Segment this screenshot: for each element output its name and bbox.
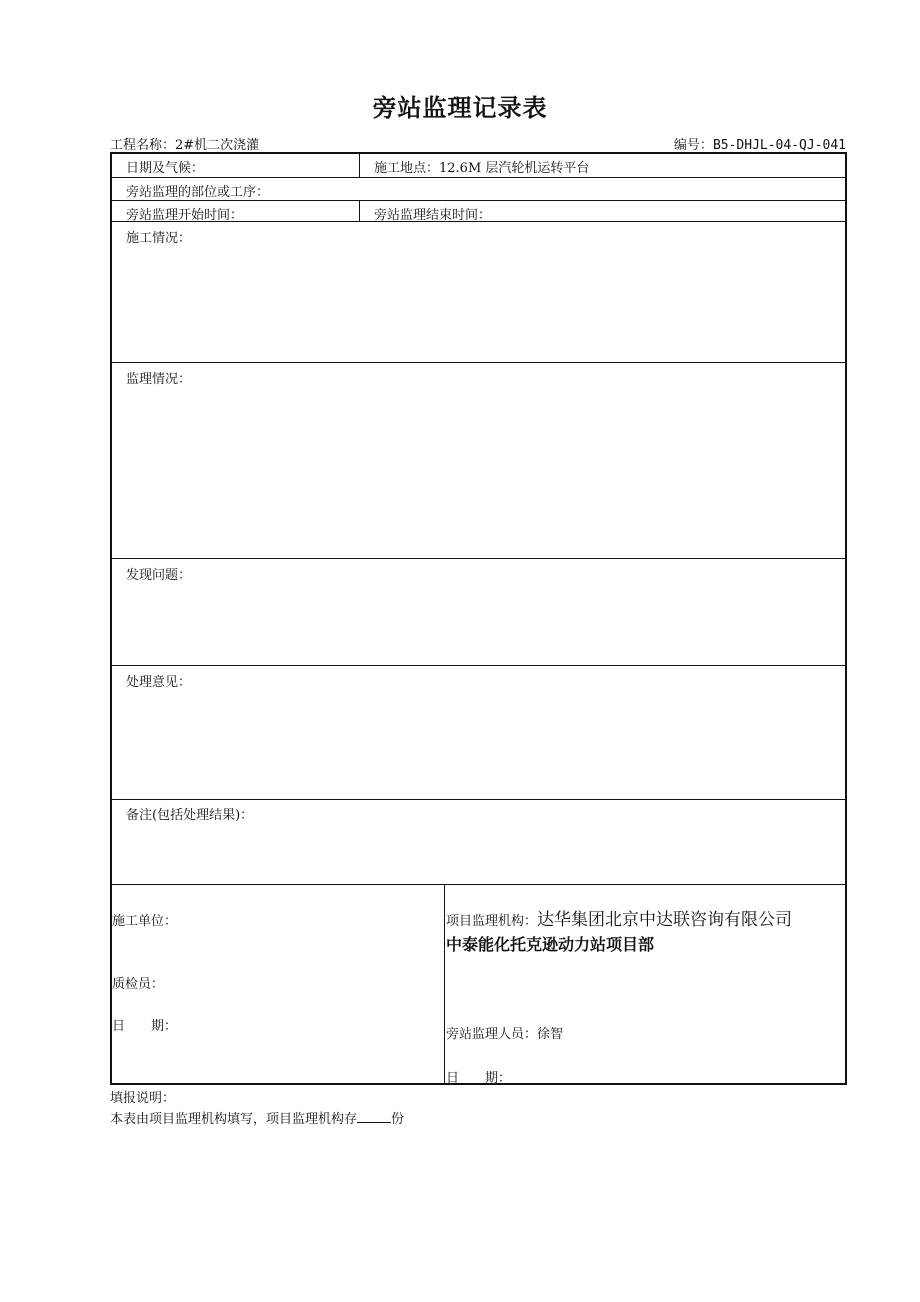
date-left-label: 日 期： [112, 1019, 178, 1034]
construction-section[interactable] [112, 222, 845, 363]
form-code-label: 编号： [673, 138, 713, 153]
notes-heading: 填报说明： [110, 1091, 176, 1106]
problems-label: 发现问题： [126, 568, 192, 583]
supervision-label: 监理情况： [126, 372, 192, 387]
date-right-label: 日 期： [446, 1071, 512, 1086]
project-name: 工程名称：2#机二次浇灌 [110, 138, 260, 153]
signature-area [112, 885, 845, 1086]
contractor-label: 施工单位： [112, 914, 178, 929]
fill-instructions [110, 1088, 404, 1130]
supervision-section[interactable] [112, 363, 845, 559]
inspector-label: 质检员： [112, 977, 165, 992]
date-weather-cell[interactable]: 日期及气候： [126, 161, 205, 176]
row-times [112, 201, 845, 222]
row-position [112, 178, 845, 201]
problems-section[interactable] [112, 559, 845, 666]
record-table [110, 152, 847, 1085]
copies-blank[interactable] [357, 1110, 391, 1123]
construction-label: 施工情况： [126, 231, 192, 246]
page-title: 旁站监理记录表 [372, 94, 548, 122]
supervisor-name: 旁站监理人员：徐智 [446, 1027, 564, 1042]
notes-line-suffix: 份 [391, 1112, 405, 1127]
opinions-label: 处理意见： [126, 675, 192, 690]
org-name: 达华集团北京中达联咨询有限公司 [537, 910, 793, 930]
position-process-cell[interactable]: 旁站监理的部位或工序： [126, 185, 270, 200]
supervision-org [446, 905, 792, 930]
form-code-value: B5-DHJL-04-QJ-041 [712, 138, 846, 153]
notes-line-prefix: 本表由项目监理机构填写，项目监理机构存 [110, 1112, 358, 1127]
opinions-section[interactable] [112, 666, 845, 800]
org-subunit: 中泰能化托克逊动力站项目部 [446, 935, 655, 954]
org-label: 项目监理机构： [446, 914, 538, 929]
remarks-label: 备注(包括处理结果)： [126, 808, 254, 823]
location-cell[interactable]: 施工地点：12.6M 层汽轮机运转平台 [374, 161, 590, 176]
form-code [674, 134, 846, 153]
remarks-section[interactable] [112, 800, 845, 885]
end-time-cell[interactable]: 旁站监理结束时间： [374, 208, 492, 223]
start-time-cell[interactable]: 旁站监理开始时间： [126, 208, 244, 223]
row-date-location [112, 154, 845, 178]
notes-line [110, 1109, 404, 1130]
